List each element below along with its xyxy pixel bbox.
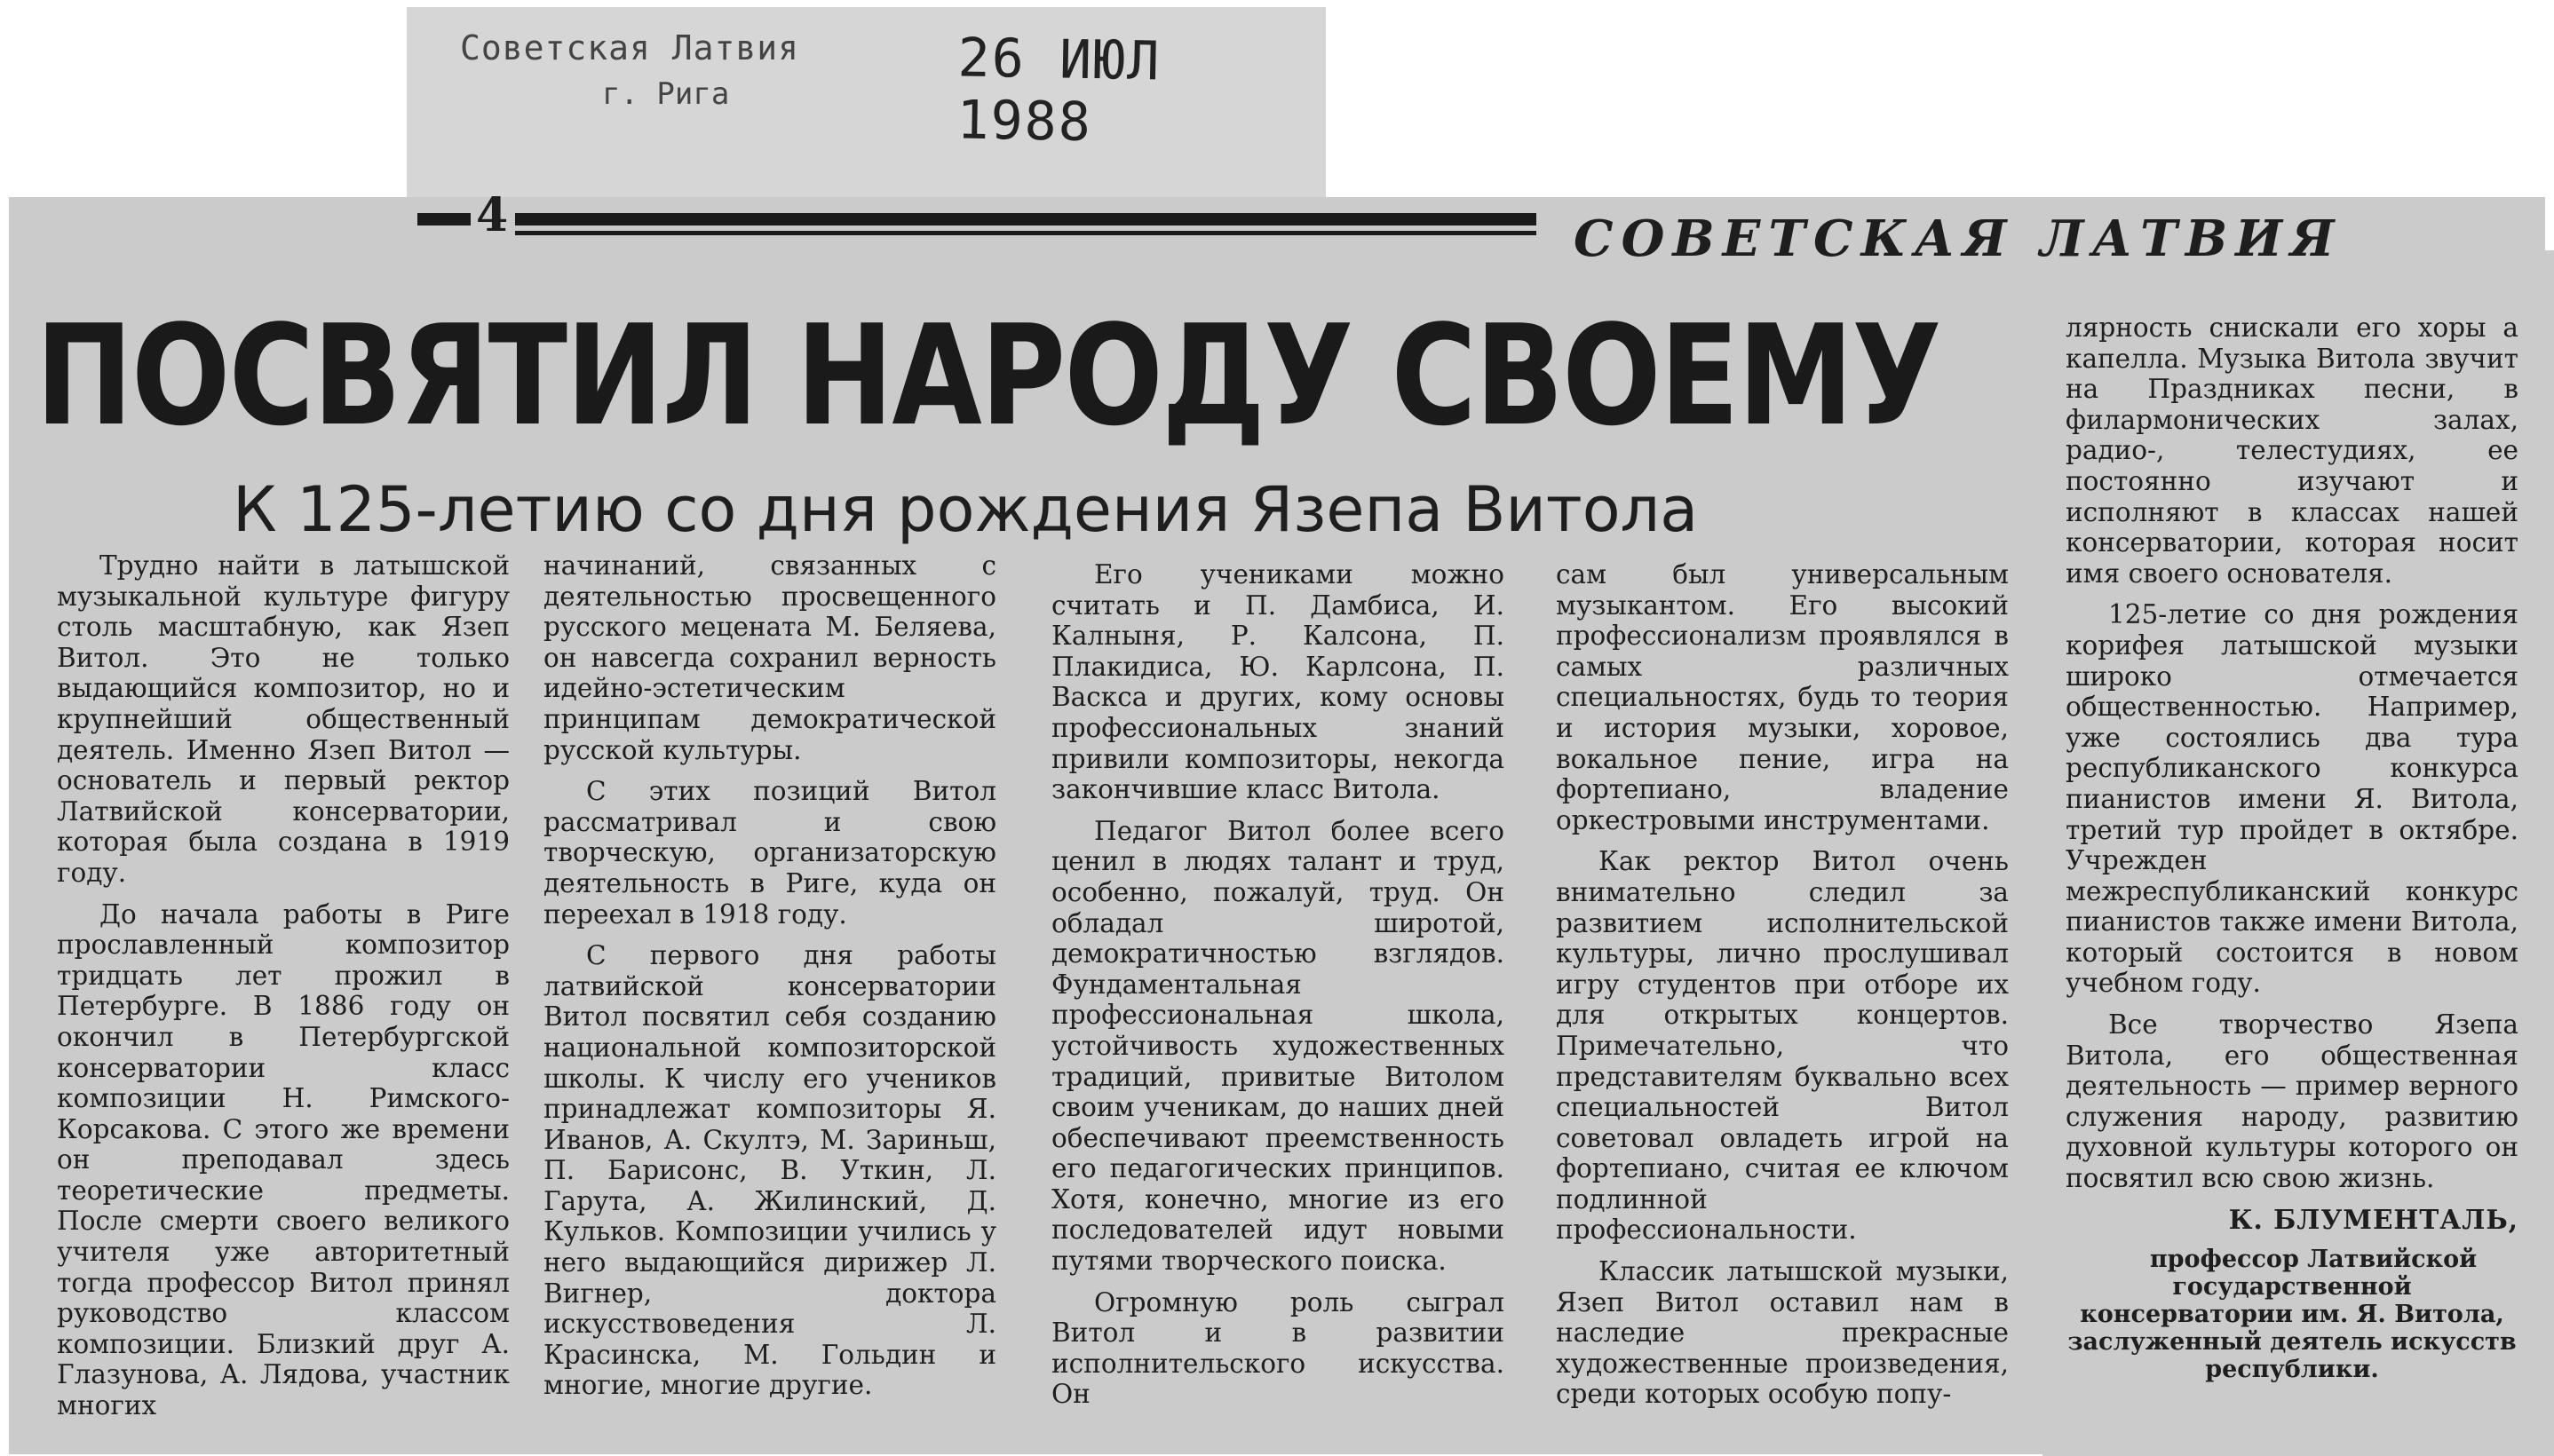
article-column-5 <box>2066 313 2518 1394</box>
paragraph: 125-летие со дня рождения корифея латышской музыки широко отмечается общественностью. Например, уже состоялись два тура республиканского конкурса пианистов имени Я. Витола, третий тур пройдет в октябре. Учрежден межреспубликанский конкурс пианистов также имени Витола, который состоится в новом учебном году. <box>2066 599 2518 999</box>
author-title: профессор Латвийской государственной консерватории им. Я. Витола, заслуженный деятель искусств республики. <box>2067 1246 2517 1384</box>
masthead: СОВЕТСКАЯ ЛАТВИЯ <box>1574 210 2343 268</box>
paragraph: Все творчество Язепа Витола, его общественная деятельность — пример верного служения народу, развитию духовной культуры которого он посвятил всю свою жизнь. <box>2066 1009 2518 1194</box>
header-rule-left <box>417 213 471 226</box>
stamp-date: 26 ИЮЛ 1988 <box>956 27 1162 154</box>
author-name: К. БЛУМЕНТАЛЬ, <box>2228 1203 2518 1235</box>
stamp-newspaper-name: Советская Латвия <box>460 28 800 67</box>
article-column-2 <box>543 550 996 1412</box>
paragraph: Классик латышской музыки, Язеп Витол оставил нам в наследие прекрасные художественные произведения, среди которых особую попу- <box>1556 1256 2009 1410</box>
article-column-4 <box>1556 559 2009 1420</box>
paragraph: Как ректор Витол очень внимательно следил за развитием исполнительской культуры, лично прослушивал игру студентов при отборе их для открытых концертов. Примечательно, что представителям буквально всех специальностей Витол советовал овладеть игрой на фортепиано, считая ее ключом подлинной профессиональности. <box>1556 846 2009 1246</box>
paragraph: С этих позиций Витол рассматривал и свою творческую, организаторскую деятельность в Риге, куда он переехал в 1918 году. <box>543 776 996 930</box>
article-column-3 <box>1051 559 1504 1420</box>
stamp-city: г. Рига <box>602 76 730 112</box>
paragraph: До начала работы в Риге прославленный композитор тридцать лет прожил в Петербурге. В 1886 году он окончил в Петербургской консерватории класс композиции Н. Римского-Корсакова. С этого же времени он преподавал здесь теоретические предметы. После смерти своего великого учителя уже авторитетный тогда профессор Витол принял руководство классом композиции. Близкий друг А. Глазунова, А. Лядова, участник многих <box>57 898 510 1421</box>
header-rule-main <box>515 213 1536 226</box>
paragraph: Огромную роль сыграл Витол и в развитии исполнительского искусства. Он <box>1051 1286 1504 1410</box>
paragraph: С первого дня работы латвийской консерватории Витол посвятил себя созданию национальной композиторской школы. К числу его учеников принадлежат композиторы Я. Иванов, А. Скултэ, М. Зариньш, П. Барисонс, В. Уткин, Л. Гарута, А. Жилинский, Д. Кульков. Композиции учились у него выдающийся дирижер Л. Вигнер, доктора искусствоведения Л. Красинска, М. Гольдин и многие, многие другие. <box>543 940 996 1401</box>
article-headline: ПОСВЯТИЛ НАРОДУ СВОЕМУ <box>36 295 1940 456</box>
page-number: 4 <box>476 188 509 242</box>
paragraph: Педагог Витол более всего ценил в людях талант и труд, особенно, пожалуй, труд. Он обладал широтой, демократичностью взглядов. Фундаментальная профессиональная школа, устойчивость художественных традиций, привитые Витолом своим ученикам, до наших дней обеспечивают преемственность его педагогических принципов. Хотя, конечно, многие из его последователей идут новыми путями творческого поиска. <box>1051 815 1504 1277</box>
paragraph: Трудно найти в латышской музыкальной культуре фигуру столь масштабную, как Язеп Витол. Это не только выдающийся композитор, но и крупнейший общественный деятель. Именно Язеп Витол — основатель и первый ректор Латвийской консерватории, которая была создана в 1919 году. <box>57 550 510 888</box>
paragraph: Его учениками можно считать и П. Дамбиса, И. Калныня, Р. Калсона, П. Плакидиса, Ю. Карлсона, П. Васкса и других, кому основы профессиональных знаний привили композиторы, некогда закончившие класс Витола. <box>1051 559 1504 805</box>
article-column-1 <box>57 550 510 1432</box>
archive-stamp <box>407 7 1326 220</box>
paragraph: лярность снискали его хоры а капелла. Музыка Витола звучит на Праздниках песни, в филармонических залах, радио-, телестудиях, ее постоянно изучают и исполняют в классах нашей консерватории, которая носит имя своего основателя. <box>2066 313 2518 589</box>
article-subheadline: К 125-летию со дня рождения Язепа Витола <box>233 473 1699 546</box>
paragraph: начинаний, связанных с деятельностью просвещенного русского мецената М. Беляева, он навсегда сохранил верность идейно-эстетическим принципам демократической русской культуры. <box>543 550 996 765</box>
paragraph: сам был универсальным музыкантом. Его высокий профессионализм проявлялся в самых различных специальностях, будь то теория и история музыки, хоровое, вокальное пение, игра на фортепиано, владение оркестровыми инструментами. <box>1556 559 2009 835</box>
header-rule-thin <box>515 231 1536 235</box>
